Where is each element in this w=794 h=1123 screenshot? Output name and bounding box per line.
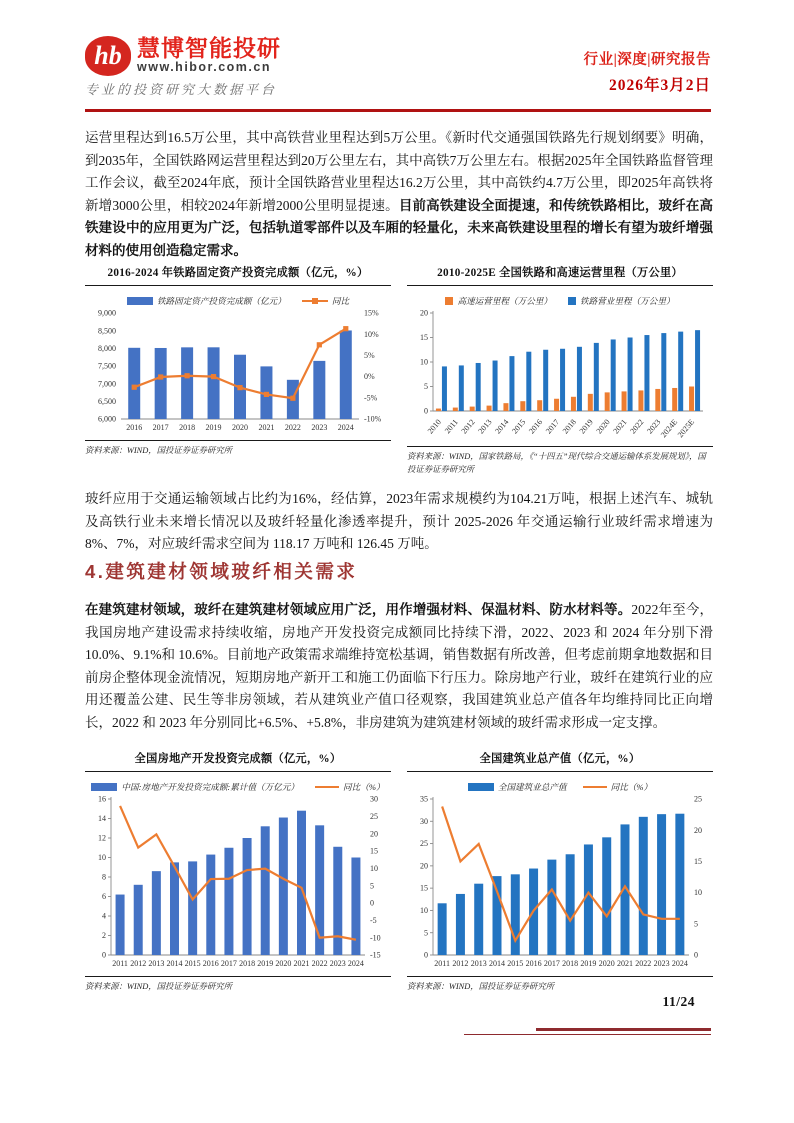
figure-title: 2010-2025E 全国铁路和高速运营里程（万公里） — [437, 267, 683, 279]
svg-text:2022: 2022 — [311, 959, 328, 968]
legend-label: 同比（%） — [610, 782, 653, 792]
legend-label: 同比 — [331, 296, 350, 306]
legend-swatch-icon — [445, 297, 453, 305]
header-divider — [85, 109, 711, 112]
svg-text:7,500: 7,500 — [98, 361, 116, 371]
svg-text:12: 12 — [98, 833, 106, 843]
svg-text:2021: 2021 — [258, 423, 275, 432]
paragraph-rail-mileage — [85, 127, 713, 263]
svg-text:-15: -15 — [370, 950, 381, 960]
svg-text:0%: 0% — [364, 372, 375, 382]
legend-item — [315, 781, 385, 793]
svg-text:2010: 2010 — [425, 417, 443, 436]
svg-text:2019: 2019 — [205, 423, 222, 432]
svg-text:2024: 2024 — [347, 959, 364, 968]
svg-text:2024: 2024 — [671, 959, 688, 968]
chart-legend — [407, 781, 713, 793]
svg-text:16: 16 — [98, 794, 106, 804]
svg-text:8,500: 8,500 — [98, 326, 116, 336]
svg-text:2023: 2023 — [311, 423, 328, 432]
figure-row-rail — [85, 262, 713, 476]
legend-swatch-icon — [315, 786, 339, 788]
svg-text:35: 35 — [420, 794, 428, 804]
legend-label: 同比（%） — [343, 782, 385, 792]
construction-output-chart — [407, 793, 713, 971]
svg-text:0: 0 — [424, 950, 428, 960]
svg-text:2013: 2013 — [470, 959, 487, 968]
svg-text:2019: 2019 — [577, 417, 595, 436]
svg-text:2017: 2017 — [152, 423, 169, 432]
svg-text:5: 5 — [694, 919, 698, 929]
svg-text:2011: 2011 — [112, 959, 128, 968]
real-estate-investment-chart — [85, 793, 391, 971]
svg-text:2016: 2016 — [126, 423, 143, 432]
svg-text:25: 25 — [694, 794, 702, 804]
paragraph-fiberglass-demand: 玻纤应用于交通运输领域占比约为16%，经估算，2023年需求规模约为104.21万吨，根据上述汽车、城轨及高铁行业未来增长情况以及玻纤轻量化渗透率提升，预计 2025-2026 年交通运输行业玻纤需求增速为8%、7%，对应玻纤需求空间为 118.17 万吨和 126.45 万吨。 — [85, 491, 713, 552]
svg-text:2022: 2022 — [628, 417, 646, 436]
paragraph-bold-text: 目前高铁建设全面提速，和传统铁路相比，玻纤在高铁建设中的应用更为广泛，包括轨道零部件以及车厢的轻量化，未来高铁建设里程的增长有望为玻纤增强材料的使用创造稳定需求。 — [85, 197, 714, 258]
svg-text:2024: 2024 — [337, 423, 354, 432]
paragraph-construction — [85, 599, 713, 735]
svg-text:2: 2 — [102, 931, 106, 941]
section-heading-4: 4.建筑建材领域玻纤相关需求 — [85, 561, 358, 582]
svg-text:2018: 2018 — [562, 959, 579, 968]
legend-swatch-icon — [568, 297, 576, 305]
legend-swatch-icon — [91, 783, 117, 791]
legend-item — [302, 295, 349, 307]
paragraph-text: 运营里程达到16.5万公里，其中高铁营业里程达到5万公里。《新时代交通强国铁路先行规划纲要》明确，到2035年，全国铁路网运营里程达到20万公里左右，其中高铁7万公里左右。根据2025年全国铁路监督管理工作会议，截至2024年底，预计全国铁路营业里程达16.2万公里，其中高铁约4.7万公里，即2025年高铁将新增3000公里，相较2024年新增2000公里明显提速。 — [85, 130, 713, 213]
svg-text:2017: 2017 — [220, 959, 237, 968]
svg-text:2016: 2016 — [525, 959, 542, 968]
hibor-logo-icon: hb — [85, 36, 131, 76]
brand-block — [85, 36, 281, 98]
legend-swatch-icon — [302, 297, 328, 305]
brand-name: 慧博智能投研 — [137, 35, 281, 61]
svg-text:2013: 2013 — [476, 417, 494, 436]
svg-text:0: 0 — [370, 898, 374, 908]
svg-text:2019: 2019 — [580, 959, 597, 968]
svg-text:2017: 2017 — [543, 417, 562, 436]
svg-text:2015: 2015 — [507, 959, 524, 968]
brand-url: www.hibor.com.cn — [137, 60, 271, 75]
chart-legend — [85, 781, 391, 793]
figure-source: 资料来源：WIND，国家铁路局，《“十四五”现代综合交通运输体系发展规划》，国投证券证券研究所 — [407, 452, 706, 474]
chart-legend — [85, 295, 391, 307]
svg-text:2018: 2018 — [179, 423, 196, 432]
svg-text:0: 0 — [694, 950, 698, 960]
svg-text:2021: 2021 — [293, 959, 310, 968]
rail-mileage-chart — [407, 307, 713, 441]
report-date: 2026年3月2日 — [608, 77, 711, 94]
page-number: 11/24 — [662, 994, 695, 1009]
svg-text:8,000: 8,000 — [98, 343, 116, 353]
footer-divider-thick — [536, 1028, 711, 1031]
svg-text:20: 20 — [420, 861, 428, 871]
svg-text:2011: 2011 — [442, 417, 460, 436]
legend-label: 高速运营里程（万公里） — [457, 296, 552, 306]
svg-text:2017: 2017 — [543, 959, 560, 968]
page-header — [85, 36, 711, 98]
svg-text:15: 15 — [420, 333, 428, 343]
svg-text:2021: 2021 — [617, 959, 633, 968]
svg-text:10: 10 — [420, 357, 428, 367]
figure-row-construction — [85, 748, 713, 994]
svg-text:2019: 2019 — [257, 959, 274, 968]
svg-text:20: 20 — [694, 825, 702, 835]
svg-text:25: 25 — [420, 839, 428, 849]
svg-text:2023: 2023 — [653, 959, 670, 968]
svg-text:2013: 2013 — [148, 959, 165, 968]
figure-rail-investment — [85, 262, 391, 476]
svg-text:10%: 10% — [364, 329, 379, 339]
legend-item — [568, 295, 675, 307]
svg-text:9,000: 9,000 — [98, 308, 116, 318]
svg-text:2020: 2020 — [598, 959, 615, 968]
paragraph-text: 2022年至今，我国房地产建设需求持续收缩，房地产开发投资完成额同比持续下滑，2022、2023 和 2024 年分别下滑 10.0%、9.1%和 10.6%。目前地产政策需求端维持宽松基调，销售数据有所改善，但考虑前期拿地数据和目前房企整体现金流情况，短期房地产新开工和施工仍面临下行压力。除房地产行业，玻纤在建筑行业的应用还覆盖公建、民生等非房领域，若从建筑业产值口径观察，我国建筑业总产值各年均维持同比正向增长，2022 和 2023 年分别同比+6.5%、+5.8%，非房建筑为建筑建材领域的玻纤需求形成一定支撑。 — [85, 602, 714, 730]
figure-title: 全国房地产开发投资完成额（亿元，%） — [134, 753, 342, 765]
divider — [85, 976, 391, 977]
legend-item — [91, 781, 299, 793]
svg-text:2018: 2018 — [239, 959, 256, 968]
divider — [407, 976, 713, 977]
svg-text:2012: 2012 — [452, 959, 469, 968]
svg-text:2020: 2020 — [232, 423, 248, 432]
svg-text:2022: 2022 — [284, 423, 301, 432]
legend-swatch-icon — [583, 786, 607, 788]
divider — [407, 771, 713, 772]
legend-item — [468, 781, 567, 793]
svg-text:10: 10 — [370, 863, 378, 873]
svg-text:-10%: -10% — [364, 414, 382, 424]
legend-label: 全国建筑业总产值 — [497, 782, 567, 792]
svg-text:5: 5 — [424, 928, 428, 938]
svg-text:20: 20 — [370, 829, 378, 839]
svg-text:2023: 2023 — [329, 959, 346, 968]
brand-tagline: 专业的投资研究大数据平台 — [85, 82, 278, 97]
svg-text:6: 6 — [102, 892, 106, 902]
figure-construction-output — [407, 748, 713, 994]
svg-text:2020: 2020 — [275, 959, 292, 968]
figure-title: 全国建筑业总产值（亿元，%） — [479, 753, 641, 765]
svg-text:2012: 2012 — [459, 417, 477, 436]
svg-text:0: 0 — [424, 406, 428, 416]
svg-text:0: 0 — [102, 950, 106, 960]
svg-text:5: 5 — [424, 382, 428, 392]
legend-label: 铁路营业里程（万公里） — [580, 296, 675, 306]
svg-text:-10: -10 — [370, 933, 381, 943]
svg-text:2016: 2016 — [202, 959, 219, 968]
svg-text:20: 20 — [420, 308, 428, 318]
svg-text:25: 25 — [370, 811, 378, 821]
svg-text:2012: 2012 — [130, 959, 147, 968]
legend-swatch-icon — [127, 297, 153, 305]
svg-text:-5: -5 — [370, 915, 377, 925]
svg-text:2022: 2022 — [635, 959, 652, 968]
svg-text:2015: 2015 — [510, 417, 528, 436]
chart-legend — [407, 295, 713, 307]
svg-text:4: 4 — [102, 911, 106, 921]
svg-text:6,000: 6,000 — [98, 414, 116, 424]
divider — [85, 771, 391, 772]
svg-text:14: 14 — [98, 814, 106, 824]
svg-text:2023: 2023 — [645, 417, 663, 436]
svg-text:30: 30 — [370, 794, 378, 804]
figure-rail-mileage — [407, 262, 713, 476]
svg-text:15: 15 — [694, 857, 702, 866]
svg-text:2025E: 2025E — [675, 417, 697, 440]
legend-item — [583, 781, 653, 793]
figure-source: 资料来源：WIND，国投证券证券研究所 — [407, 982, 555, 991]
svg-text:2020: 2020 — [594, 417, 612, 436]
figure-source: 资料来源：WIND，国投证券证券研究所 — [85, 982, 233, 991]
footer-divider-thin — [464, 1034, 711, 1035]
svg-text:2024E: 2024E — [658, 417, 680, 440]
svg-text:2014: 2014 — [489, 959, 505, 968]
svg-text:2014: 2014 — [166, 959, 183, 968]
svg-text:5: 5 — [370, 881, 374, 891]
figure-real-estate-investment — [85, 748, 391, 994]
svg-text:15: 15 — [370, 846, 378, 856]
svg-text:2016: 2016 — [527, 417, 545, 436]
svg-text:30: 30 — [420, 816, 428, 826]
divider — [85, 285, 391, 286]
paragraph-bold-text: 在建筑建材领域，玻纤在建筑建材领域应用广泛，用作增强材料、保温材料、防水材料等。 — [85, 602, 632, 617]
legend-label: 中国:房地产开发投资完成额:累计值（万亿元） — [121, 782, 300, 792]
figure-source: 资料来源：WIND，国投证券证券研究所 — [85, 446, 233, 455]
svg-text:10: 10 — [98, 853, 106, 863]
divider — [407, 446, 713, 447]
svg-text:8: 8 — [102, 872, 106, 882]
legend-item — [127, 295, 286, 307]
svg-text:7,000: 7,000 — [98, 379, 116, 389]
legend-label: 铁路固定资产投资完成额（亿元） — [156, 296, 286, 306]
svg-text:10: 10 — [694, 888, 702, 898]
legend-item — [445, 295, 552, 307]
legend-swatch-icon — [468, 783, 494, 791]
svg-text:15: 15 — [420, 883, 428, 893]
svg-text:2014: 2014 — [493, 417, 511, 436]
rail-investment-chart — [85, 307, 391, 435]
svg-text:5%: 5% — [364, 351, 375, 360]
svg-text:-5%: -5% — [364, 393, 378, 403]
divider — [85, 440, 391, 441]
svg-text:2011: 2011 — [434, 959, 450, 968]
report-type-label: 行业|深度|研究报告 — [583, 52, 711, 68]
svg-text:10: 10 — [420, 906, 428, 916]
figure-title: 2016-2024 年铁路固定资产投资完成额（亿元，%） — [107, 267, 369, 279]
divider — [407, 285, 713, 286]
svg-text:2021: 2021 — [611, 417, 629, 436]
svg-text:15%: 15% — [364, 308, 379, 318]
svg-text:2018: 2018 — [560, 417, 578, 436]
svg-text:2015: 2015 — [184, 959, 201, 968]
svg-text:6,500: 6,500 — [98, 396, 116, 406]
